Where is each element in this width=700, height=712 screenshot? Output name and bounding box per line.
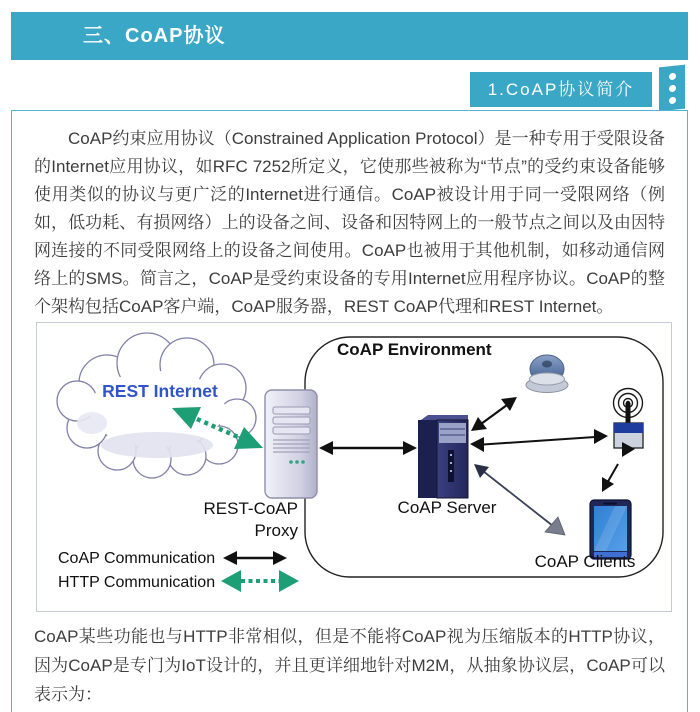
section-header-bar [11, 12, 688, 60]
legend-http-arrow-icon [221, 570, 299, 592]
clients-label: CoAP Clients [534, 552, 636, 571]
cloud-shading-left [77, 412, 107, 434]
legend-http-label: HTTP Communication [58, 574, 216, 591]
smartphone-icon [590, 500, 631, 559]
proxy-label-line2: Proxy [254, 521, 298, 540]
coap-server-icon [418, 415, 468, 498]
closing-paragraph: CoAP某些功能也与HTTP非常相似，但是不能将CoAP视为压缩版本的HTTP协议，因为CoAP是专门为IoT设计的，并且更详细地针对M2M，从抽象协议层，CoAP可以表示为： [34, 627, 665, 704]
content-panel [11, 110, 688, 712]
coap-architecture-diagram [37, 323, 671, 611]
server-sensor-arrow [470, 429, 608, 452]
proxy-label-line1: REST-CoAP [203, 499, 298, 518]
server-label: CoAP Server [397, 498, 497, 517]
server-camera-arrow [471, 397, 517, 431]
subsection-label: 1.CoAP协议简介 [487, 80, 635, 99]
wireless-sensor-icon [614, 389, 644, 449]
subsection-tag [470, 72, 652, 107]
environment-label: CoAP Environment [337, 340, 492, 359]
cloud-label: REST Internet [102, 381, 218, 401]
section-title: 三、CoAP协议 [83, 25, 226, 47]
cloud-shading [101, 432, 213, 458]
intro-paragraph: CoAP约束应用协议（Constrained Application Protocol）是一种专用于受限设备的Internet应用协议，如RFC 7252所定义，它使那些被称为“节点”的受约束设备能够使用类似的协议与更广泛的Internet进行通信。CoAP被设计用于同一受限网络（例如，低功耗、有损网络）上的设备之间、设备和因特网上的一般节点之间以及由因特网连接的不同受限网络上的设备之间使用。CoAP也被用于其他机制，如移动通信网络上的SMS。简言之，CoAP是受约束设备的专用Internet应用程序协议。CoAP的整个架构包括CoAP客户端，CoAP服务器，REST CoAP代理和REST Internet。 [34, 129, 665, 316]
dome-camera-icon [526, 355, 568, 393]
sensor-phone-arrow [602, 442, 635, 492]
legend-coap-arrow-icon [223, 551, 287, 565]
kebab-menu-icon[interactable] [659, 65, 685, 112]
coap-architecture-figure [36, 322, 672, 612]
proxy-server-arrow [319, 441, 417, 455]
legend-coap-label: CoAP Communication [58, 550, 216, 567]
rest-coap-proxy-icon [265, 390, 317, 498]
